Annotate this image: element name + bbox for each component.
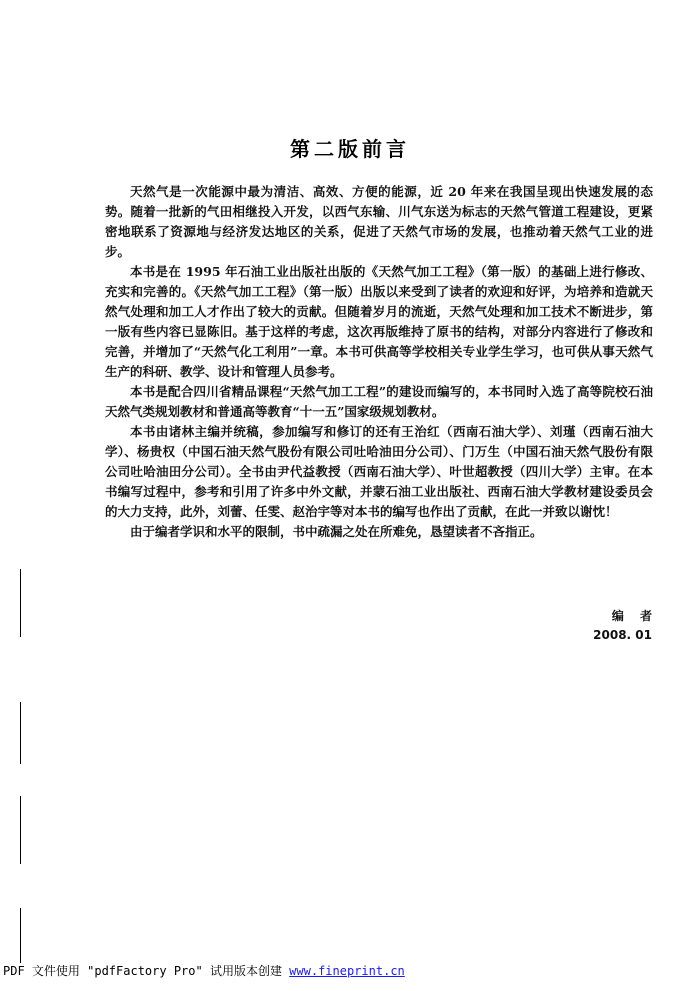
paragraph: 天然气是一次能源中最为清洁、高效、方便的能源，近 20 年来在我国呈现出快速发展的态势。随着一批新的气田相继投入开发，以西气东输、川气东送为标志的天然气管道工程建设，更紧密地联系了资源地与经济发达地区的关系，促进了天然气市场的发展，也推动着天然气工业的进步。 <box>105 184 653 259</box>
scan-margin-line <box>20 702 21 764</box>
footer-link[interactable]: www.fineprint.cn <box>289 964 405 978</box>
paragraph: 由于编者学识和水平的限制，书中疏漏之处在所难免，恳望读者不吝指正。 <box>130 524 543 539</box>
signature-block <box>593 607 658 645</box>
signature-date: 2008. 01 <box>593 628 652 642</box>
signature-author: 编 者 <box>611 609 658 623</box>
paragraph: 本书由诸林主编并统稿，参加编写和修订的还有王治红（西南石油大学）、刘瑾（西南石油大学）、杨贵权（中国石油天然气股份有限公司吐哈油田分公司）、门万生（中国石油天然气股份有限公司吐哈油田分公司）。全书由尹代益教授（西南石油大学）、叶世超教授（四川大学）主审。在本书编写过程中，参考和引用了许多中外文献，并蒙石油工业出版社、西南石油大学教材建设委员会的大力支持，此外，刘蕾、任雯、赵治宇等对本书的编写也作出了贡献，在此一并致以谢忱！ <box>105 424 653 519</box>
page-title: 第二版前言 <box>290 137 410 161</box>
preface-body <box>105 182 653 542</box>
pdf-watermark-footer <box>3 962 405 979</box>
scan-margin-line <box>20 796 21 864</box>
footer-text: PDF 文件使用 "pdfFactory Pro" 试用版本创建 <box>3 964 290 978</box>
paragraph: 本书是配合四川省精品课程“天然气加工工程”的建设而编写的，本书同时入选了高等院校石油天然气类规划教材和普通高等教育“十一五”国家级规划教材。 <box>105 384 653 419</box>
scan-margin-line <box>20 908 21 963</box>
scan-margin-line <box>20 569 21 637</box>
paragraph: 本书是在 1995 年石油工业出版社出版的《天然气加工工程》（第一版）的基础上进行修改、充实和完善的。《天然气加工工程》（第一版）出版以来受到了读者的欢迎和好评，为培养和造就天然气处理和加工人才作出了较大的贡献。但随着岁月的流逝，天然气处理和加工技术不断进步，第一版有些内容已显陈旧。基于这样的考虑，这次再版维持了原书的结构，对部分内容进行了修改和完善，并增加了“天然气化工利用”一章。本书可供高等学校相关专业学生学习，也可供从事天然气生产的科研、教学、设计和管理人员参考。 <box>105 264 653 379</box>
